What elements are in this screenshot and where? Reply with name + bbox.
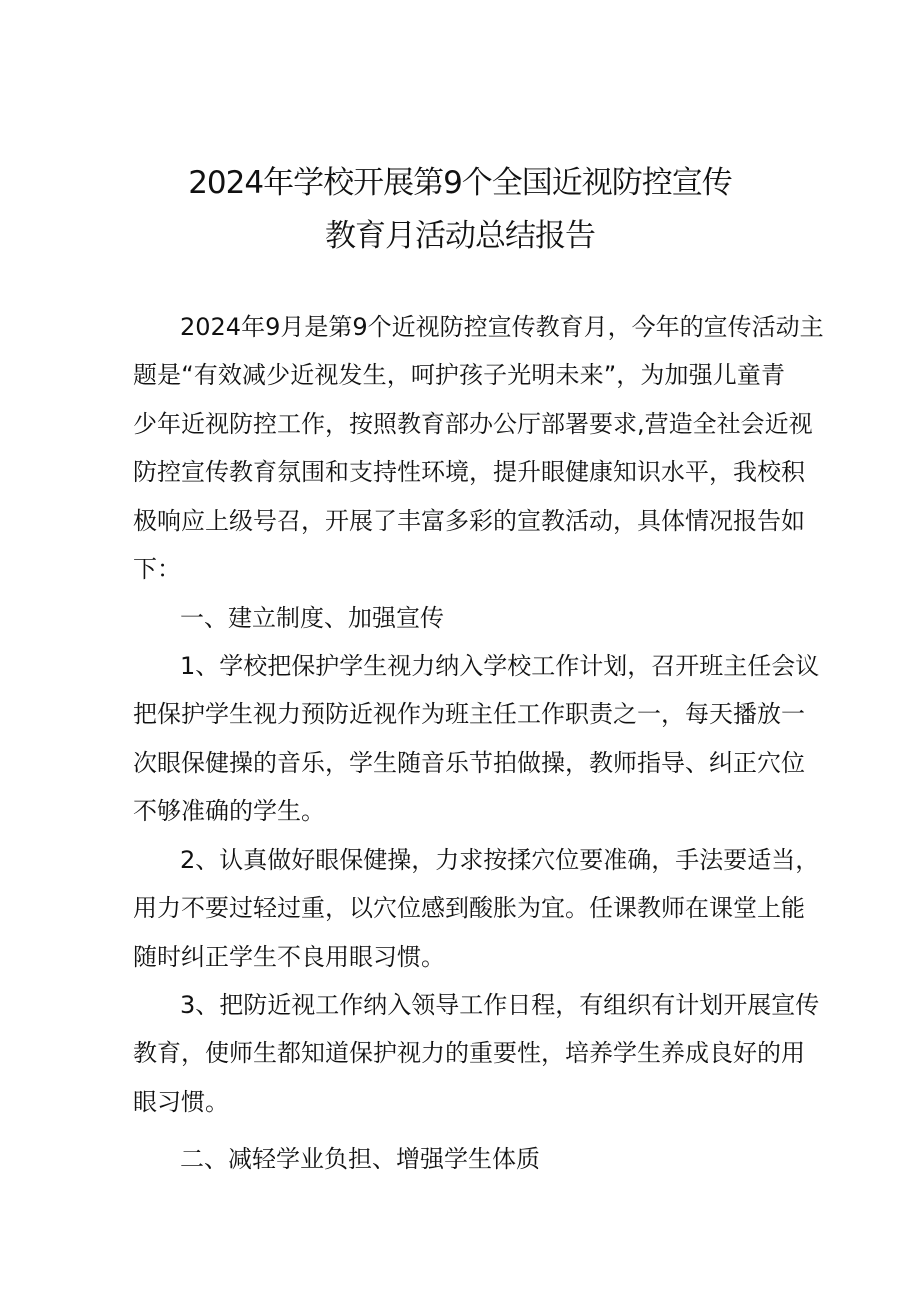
section-1-heading: 一、建立制度、加强宣传 (180, 604, 444, 632)
intro-line-3: 少年近视防控工作，按照教育部办公厅部署要求,营造全社会近视 (133, 410, 813, 438)
item-1-line-3: 次眼保健操的音乐，学生随音乐节拍做操，教师指导、纠正穴位 (133, 749, 805, 777)
item-1-line-2: 把保护学生视力预防近视作为班主任工作职责之一，每天播放一 (133, 700, 805, 728)
document-title-line-1: 2024年学校开展第9个全国近视防控宣传 (188, 165, 732, 201)
item-3-line-3: 眼习惯。 (133, 1088, 229, 1116)
item-2-line-3: 随时纠正学生不良用眼习惯。 (133, 943, 445, 971)
item-3-line-2: 教育，使师生都知道保护视力的重要性，培养学生养成良好的用 (133, 1039, 805, 1067)
intro-line-6: 下： (133, 555, 181, 583)
section-2-heading: 二、减轻学业负担、增强学生体质 (180, 1145, 540, 1173)
intro-line-4: 防控宣传教育氛围和支持性环境，提升眼健康知识水平，我校积 (133, 458, 805, 486)
item-3-line-1: 3、把防近视工作纳入领导工作日程，有组织有计划开展宣传 (180, 991, 820, 1019)
intro-line-5: 极响应上级号召，开展了丰富多彩的宣教活动，具体情况报告如 (133, 507, 805, 535)
document-title-line-2: 教育月活动总结报告 (325, 218, 595, 254)
intro-line-1: 2024年9月是第9个近视防控宣传教育月，今年的宣传活动主 (180, 313, 824, 341)
item-1-line-4: 不够准确的学生。 (133, 797, 325, 825)
item-1-line-1: 1、学校把保护学生视力纳入学校工作计划，召开班主任会议 (180, 652, 820, 680)
item-2-line-2: 用力不要过轻过重，以穴位感到酸胀为宜。任课教师在课堂上能 (133, 894, 805, 922)
item-2-line-1: 2、认真做好眼保健操，力求按揉穴位要准确，手法要适当， (180, 846, 820, 874)
intro-line-2: 题是“有效减少近视发生，呵护孩子光明未来”，为加强儿童青 (133, 361, 785, 389)
